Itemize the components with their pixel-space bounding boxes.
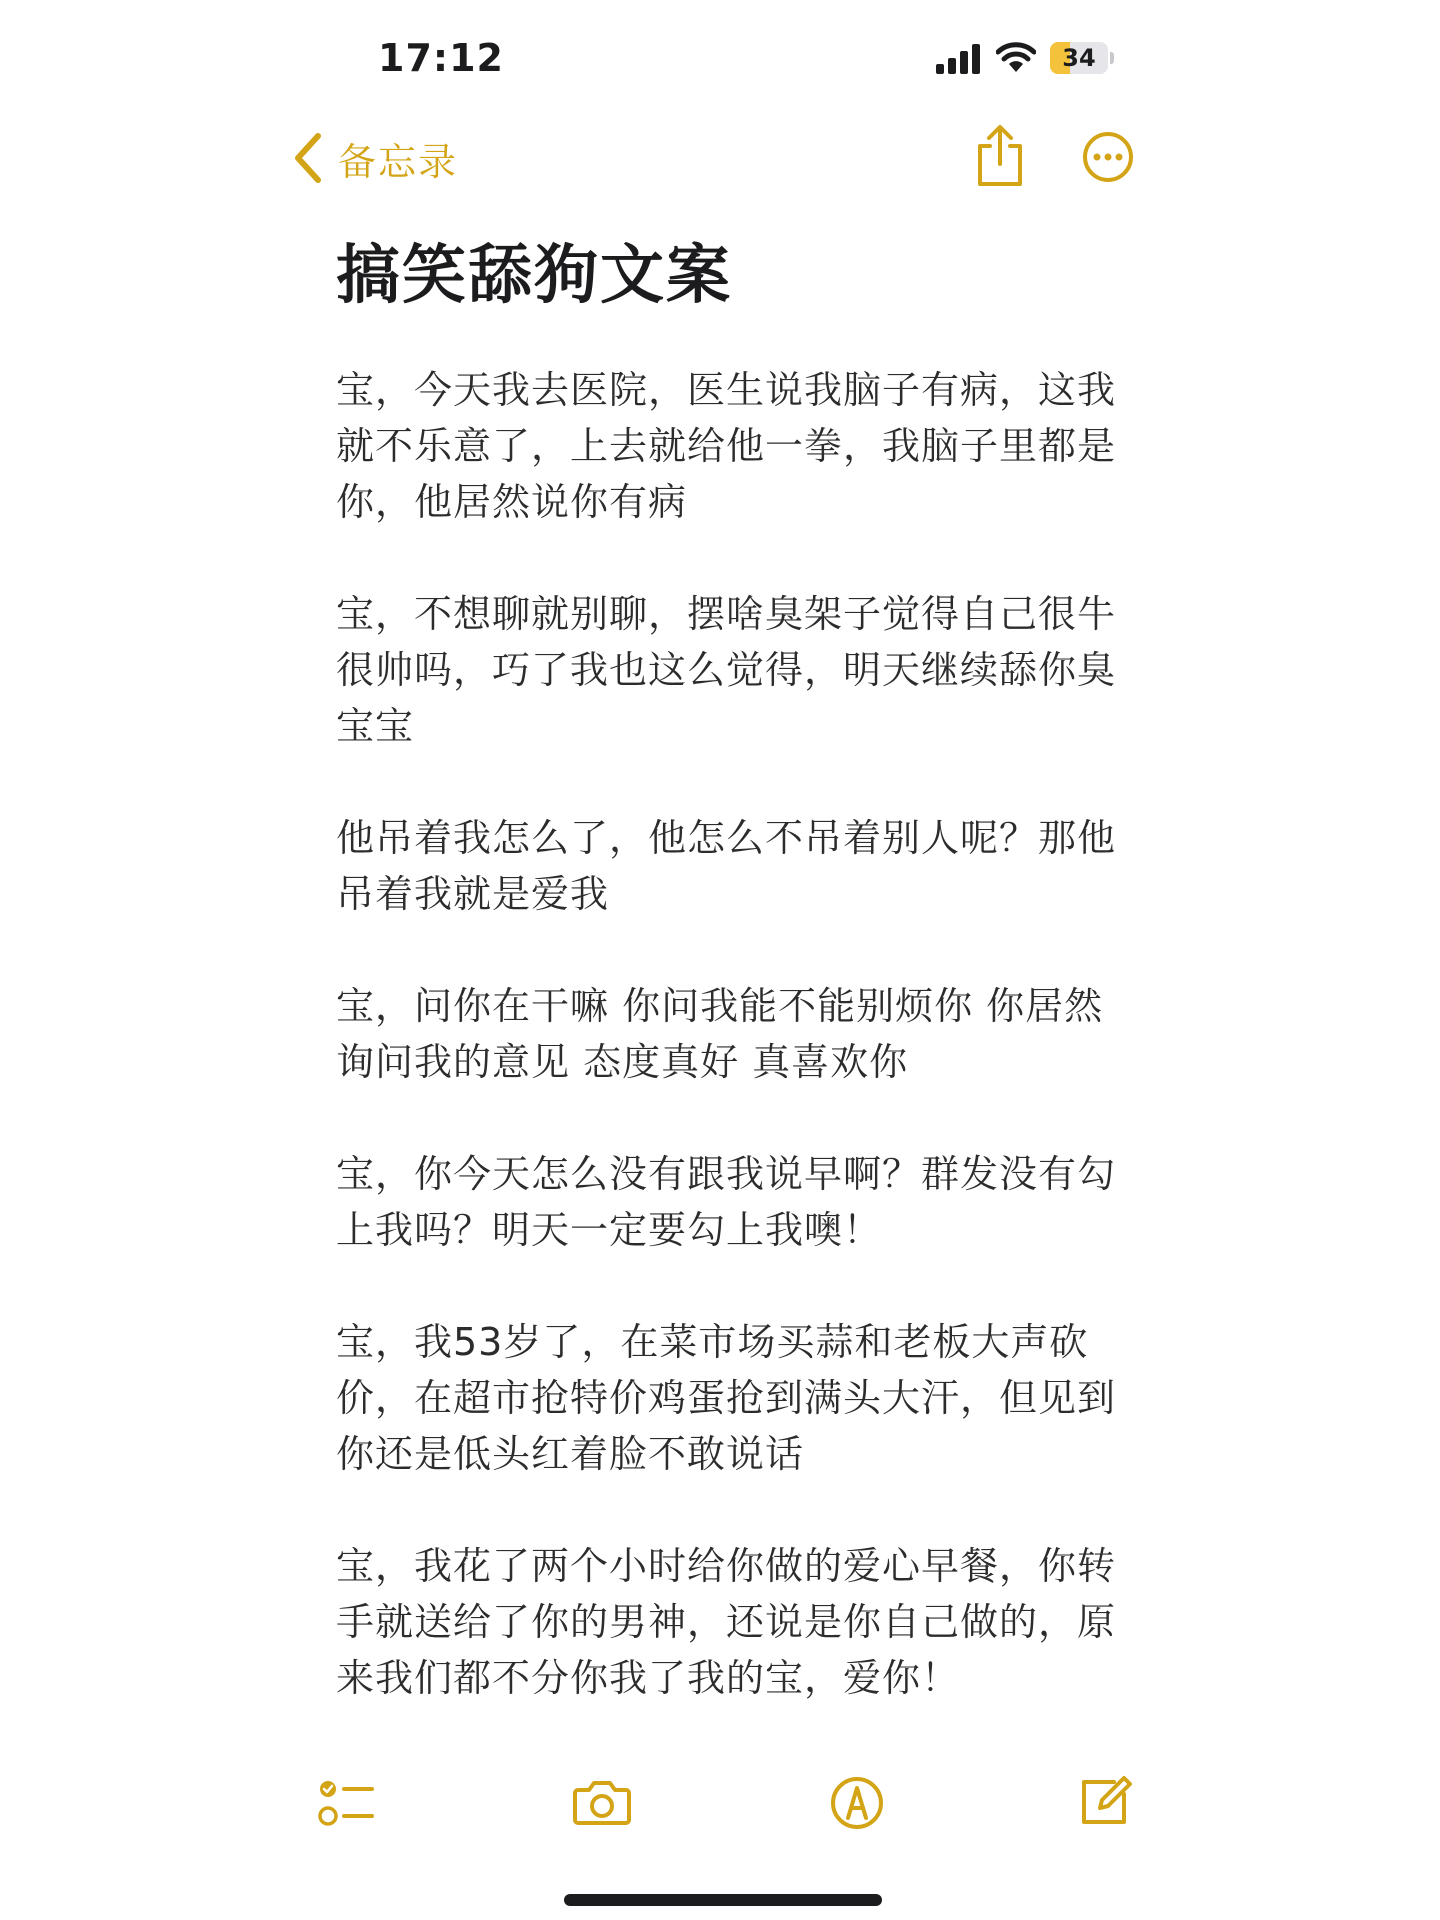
note-paragraph: 宝，我花了两个小时给你做的爱心早餐，你转手就送给了你的男神，还说是你自己做的，原来我们都不分你我了我的宝，爱你！ xyxy=(336,1544,1117,1700)
wifi-icon xyxy=(996,42,1036,74)
battery-body xyxy=(1050,42,1108,74)
back-label: 备忘录 xyxy=(338,139,459,184)
note-title[interactable]: 搞笑舔狗文案 xyxy=(336,239,732,313)
battery-level: 34 xyxy=(1062,44,1096,72)
note-paragraph: 他吊着我怎么了，他怎么不吊着别人呢？那他吊着我就是爱我 xyxy=(336,816,1117,916)
note-paragraph: 宝，问你在干嘛 你问我能不能别烦你 你居然询问我的意见 态度真好 真喜欢你 xyxy=(336,984,1104,1084)
markup-pen-icon[interactable] xyxy=(830,1776,884,1830)
note-paragraph: 宝，今天我去医院，医生说我脑子有病，这我就不乐意了，上去就给他一拳，我脑子里都是你，他居然说你有病 xyxy=(336,368,1117,524)
note-paragraph: 宝，你今天怎么没有跟我说早啊？群发没有勾上我吗？明天一定要勾上我噢！ xyxy=(336,1152,1117,1252)
note-paragraph: 宝，不想聊就别聊，摆啥臭架子觉得自己很牛很帅吗，巧了我也这么觉得，明天继续舔你臭宝宝 xyxy=(336,592,1117,748)
note-body[interactable] xyxy=(336,362,1116,1762)
ellipsis-circle-icon[interactable] xyxy=(1082,131,1134,183)
home-indicator[interactable] xyxy=(564,1894,882,1906)
note-paragraph: 宝，我53岁了，在菜市场买蒜和老板大声砍价，在超市抢特价鸡蛋抢到满头大汗，但见到你还是低头红着脸不敢说话 xyxy=(336,1320,1117,1476)
checklist-icon[interactable] xyxy=(318,1778,376,1828)
chevron-left-icon xyxy=(292,132,324,184)
battery-cap xyxy=(1110,52,1114,64)
battery-indicator xyxy=(1050,42,1114,74)
back-button[interactable] xyxy=(292,128,458,188)
camera-icon[interactable] xyxy=(572,1778,632,1826)
share-icon[interactable] xyxy=(972,124,1028,188)
cellular-signal-icon xyxy=(936,44,980,74)
status-time: 17:12 xyxy=(378,36,504,80)
compose-icon[interactable] xyxy=(1078,1772,1132,1828)
